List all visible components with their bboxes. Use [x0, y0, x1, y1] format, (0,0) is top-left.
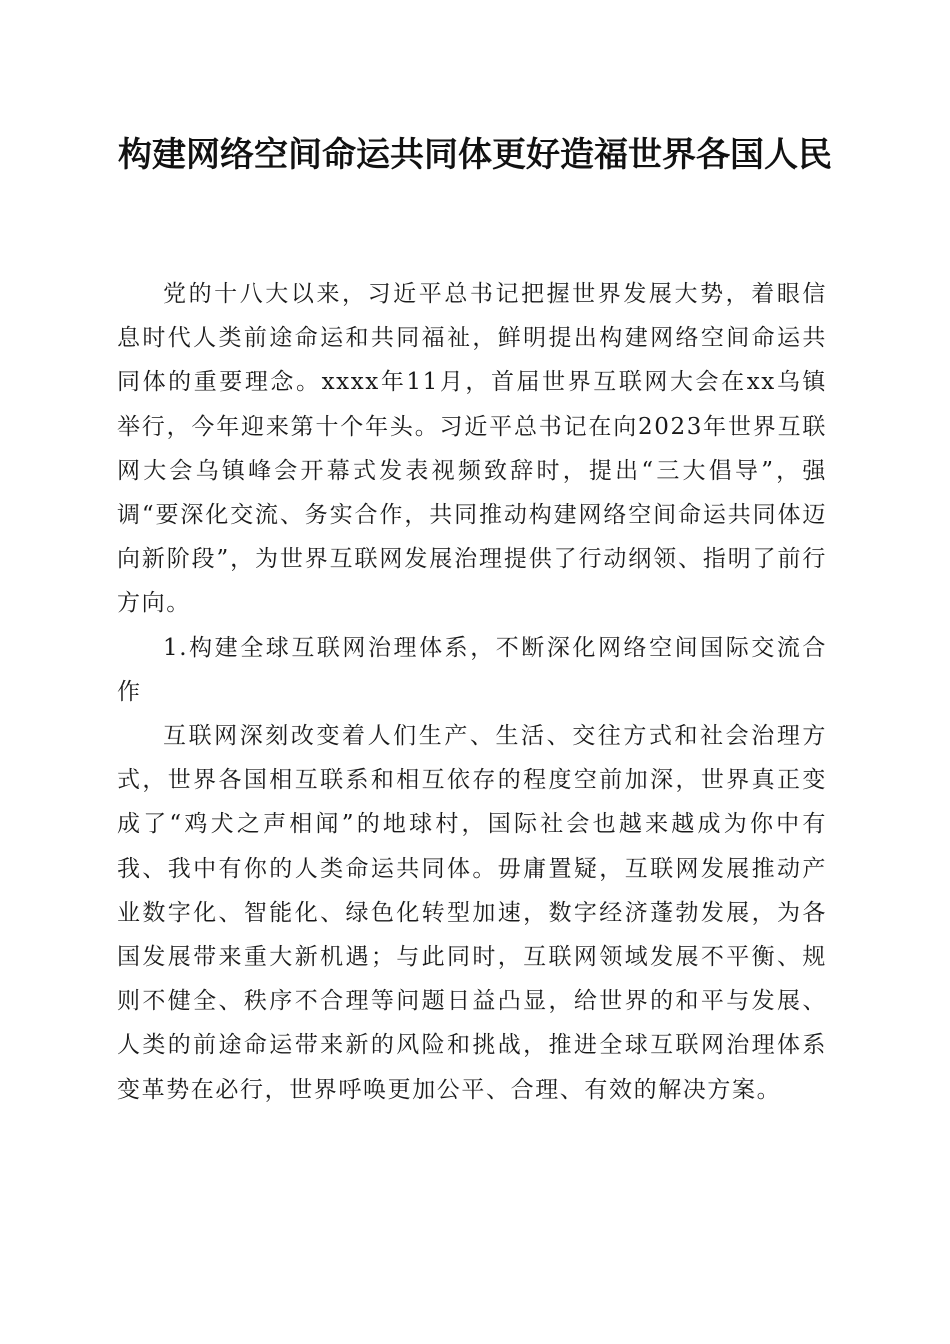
document-body — [117, 272, 827, 1112]
section-1-paragraph: 互联网深刻改变着人们生产、生活、交往方式和社会治理方式，世界各国相互联系和相互依存的程度空前加深，世界真正变成了“鸡犬之声相闻”的地球村，国际社会也越来越成为你中有我、我中有你的人类命运共同体。毋庸置疑，互联网发展推动产业数字化、智能化、绿色化转型加速，数字经济蓬勃发展，为各国发展带来重大新机遇；与此同时，互联网领域发展不平衡、规则不健全、秩序不合理等问题日益凸显，给世界的和平与发展、人类的前途命运带来新的风险和挑战，推进全球互联网治理体系变革势在必行，世界呼唤更加公平、合理、有效的解决方案。 — [117, 723, 827, 1103]
section-heading-1: 1.构建全球互联网治理体系，不断深化网络空间国际交流合作 — [117, 634, 827, 705]
intro-paragraph: 党的十八大以来，习近平总书记把握世界发展大势，着眼信息时代人类前途命运和共同福祉，鲜明提出构建网络空间命运共同体的重要理念。xxxx年11月，首届世界互联网大会在xx乌镇举行，今年迎来第十个年头。习近平总书记在向2023年世界互联网大会乌镇峰会开幕式发表视频致辞时，提出“三大倡导”，强调“要深化交流、务实合作，共同推动构建网络空间命运共同体迈向新阶段”，为世界互联网发展治理提供了行动纲领、指明了前行方向。 — [117, 281, 827, 617]
document-title: 构建网络空间命运共同体更好造福世界各国人民 — [118, 135, 832, 175]
